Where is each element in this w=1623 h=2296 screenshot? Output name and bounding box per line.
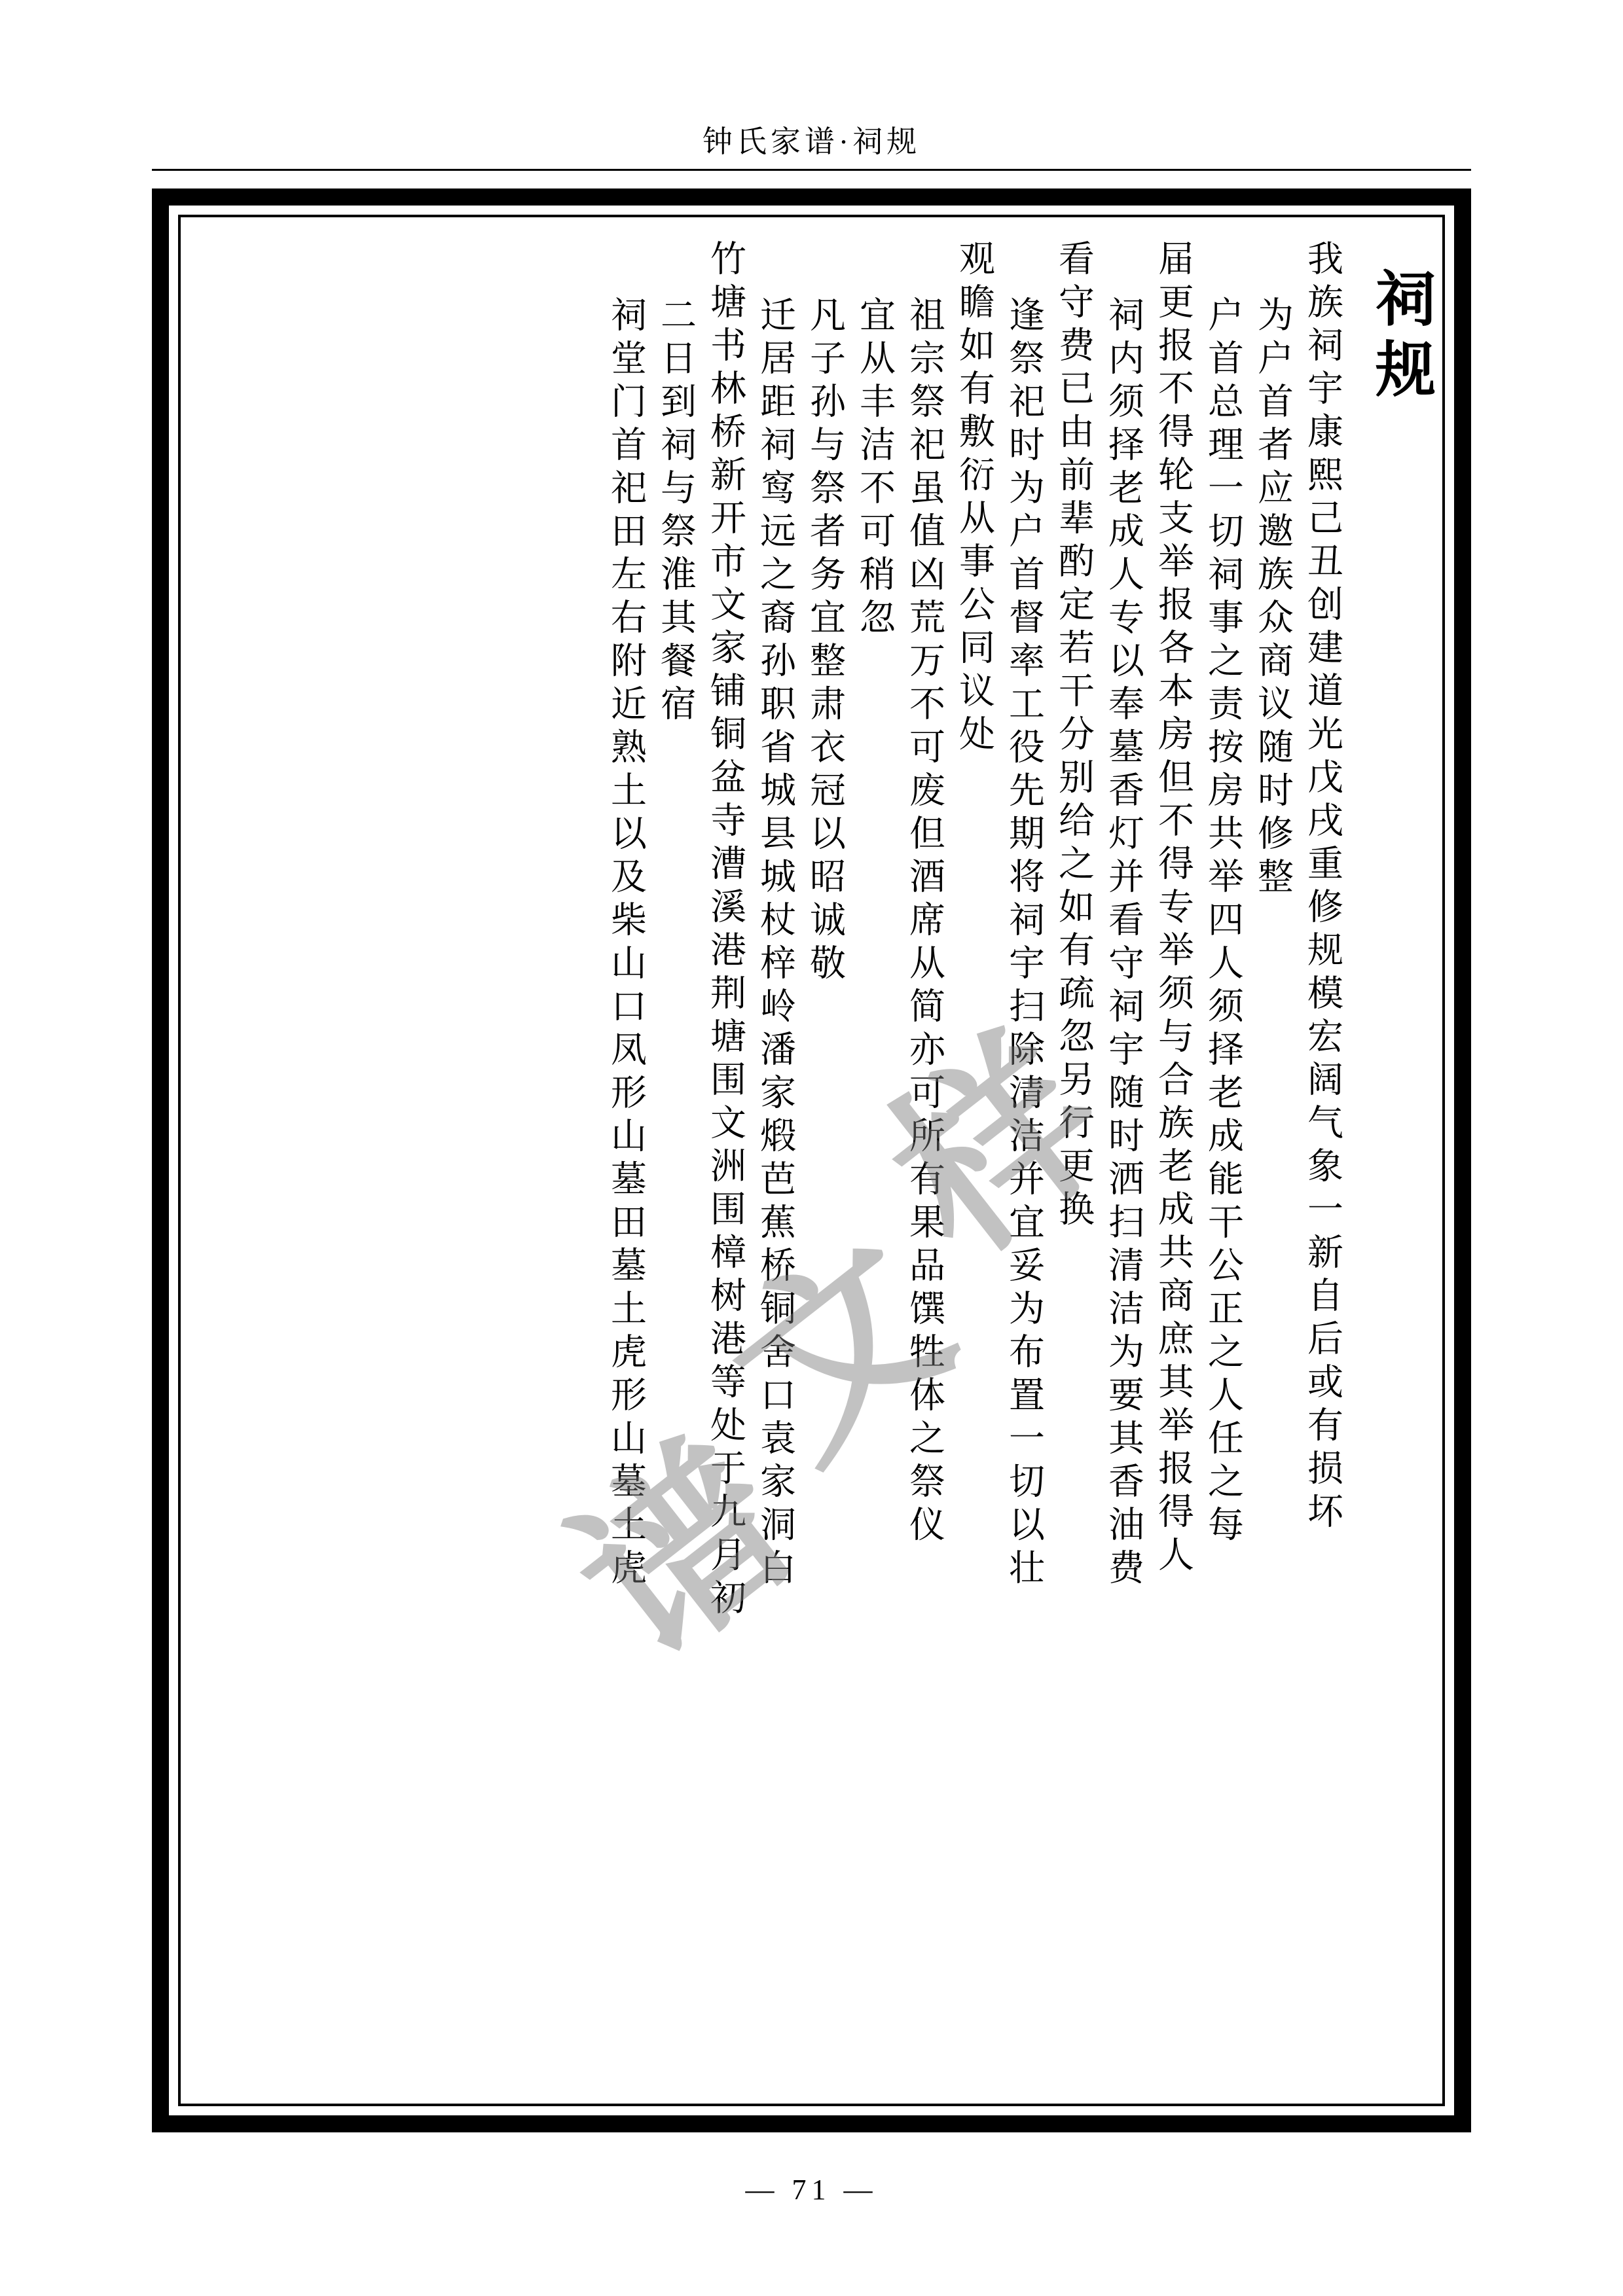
- text-column: 祠堂门首祀田左右附近熟土以及柴山口凤形山墓田墓土虎形山墓土虎: [606, 296, 646, 1592]
- text-columns: [594, 240, 1434, 2089]
- header-divider: [152, 169, 1471, 171]
- text-column: 凡子孙与祭者务宜整肃衣冠以昭诚敬: [805, 296, 845, 987]
- text-column: 我族祠宇康熙己丑创建道光戊戌重修规模宏阔气象一新自后或有损坏: [1302, 240, 1342, 1535]
- text-column: 届更报不得轮支举报各本房但不得专举须与合族老成共商庶其举报得人: [1153, 240, 1193, 1579]
- running-header: 钟氏家谱·祠规: [702, 125, 921, 158]
- text-column: 宜从丰洁不可稍忽: [854, 296, 894, 641]
- watermark-char-2: 文: [697, 1203, 986, 1496]
- text-column: 为户首者应邀族众商议随时修整: [1252, 296, 1292, 901]
- text-column: 户首总理一切祠事之责按房共举四人须择老成能干公正之人任之每: [1203, 296, 1243, 1549]
- text-column: 祠内须择老成人专以奉墓香灯并看守祠宇随时洒扫清洁为要其香油费: [1103, 296, 1143, 1592]
- page-frame: [152, 188, 1471, 2132]
- text-column: 二日到祠与祭淮其餐宿: [655, 296, 695, 728]
- text-column: 竹塘书林桥新开市文家铺铜盆寺漕溪港荆塘围文洲围樟树港等处于九月初: [705, 240, 745, 1622]
- page-number: — 71 —: [745, 2174, 878, 2206]
- text-column: 迁居距祠窎远之裔孙职省城县城杖梓岭潘家煅芭蕉桥铜舍口袁家洞白: [755, 296, 795, 1592]
- text-column: 观瞻如有敷衍从事公同议处: [954, 240, 994, 758]
- watermark-char-1: 样: [854, 1000, 1143, 1293]
- watermark-char-3: 谱: [540, 1406, 829, 1699]
- text-column: 逢祭祀时为户首督率工役先期将祠宇扫除清洁并宜妥为布置一切以壮: [1004, 296, 1044, 1592]
- section-title: 祠规: [1367, 267, 1434, 408]
- text-column: 祖宗祭祀虽值凶荒万不可废但酒席从简亦可所有果品馔牲体之祭仪: [904, 296, 944, 1549]
- vertical-text-body: [192, 240, 1434, 2089]
- text-column: 看守费已由前辈酌定若干分别给之如有疏忽另行更换: [1053, 240, 1093, 1233]
